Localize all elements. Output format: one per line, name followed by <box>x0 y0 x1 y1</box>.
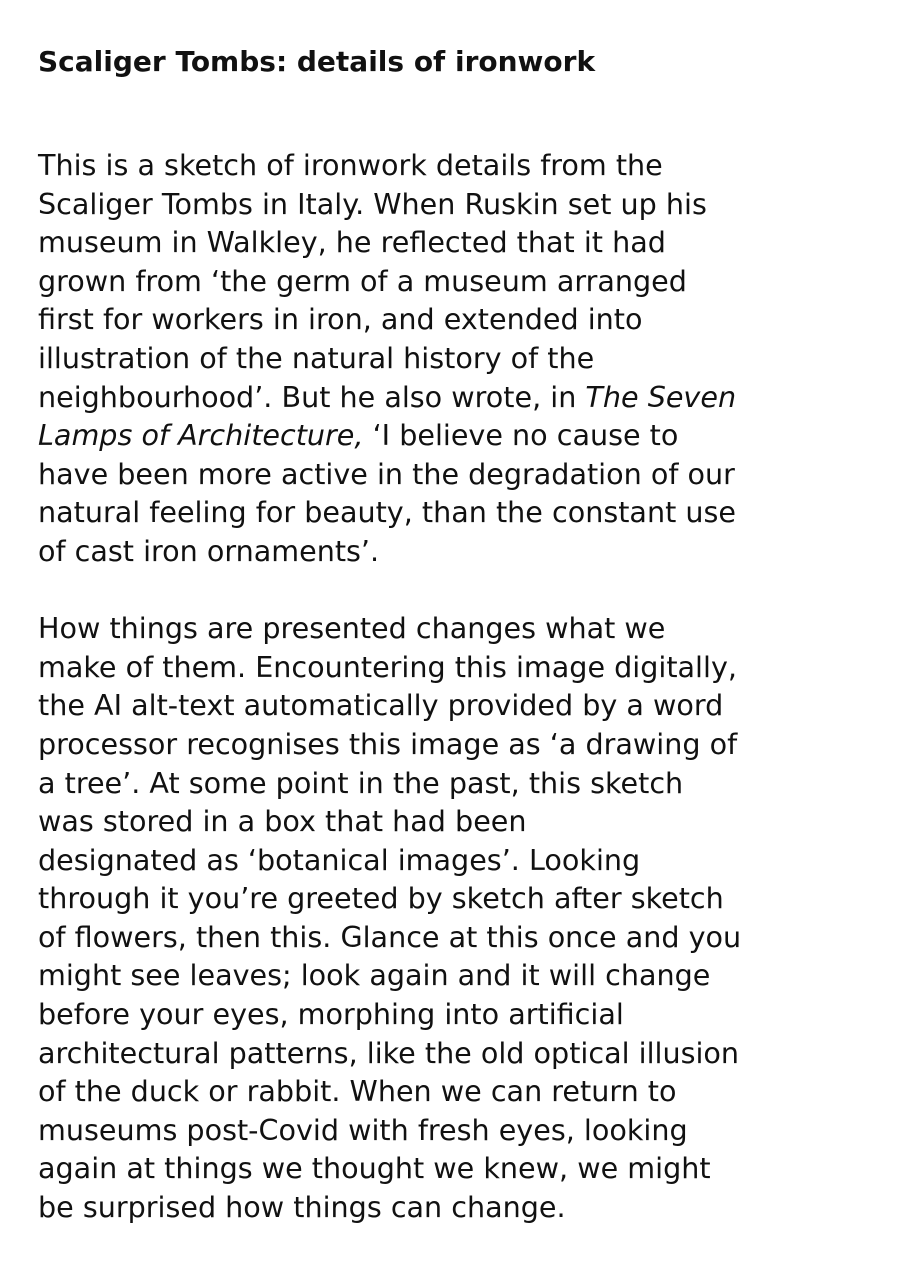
paragraph-presentation <box>38 609 838 1227</box>
text-line: be surprised how things can change. <box>38 1190 566 1225</box>
book-title-italic: Lamps of Architecture, <box>38 418 364 453</box>
text-line: through it you’re greeted by sketch after sketch <box>38 881 724 916</box>
document-page <box>38 42 838 1227</box>
text-line: first for workers in iron, and extended into <box>38 302 643 337</box>
text-segment: neighbourhood’. But he also wrote, in <box>38 379 586 414</box>
paragraph-ruskin-ironwork <box>38 146 838 571</box>
text-line: museum in Walkley, he reflected that it had <box>38 225 666 260</box>
document-title: Scaliger Tombs: details of ironwork <box>38 45 596 78</box>
text-line: processor recognises this image as ‘a drawing of <box>38 726 738 761</box>
text-line: illustration of the natural history of the <box>38 340 595 375</box>
text-line: How things are presented changes what we <box>38 611 666 646</box>
text-segment: ‘I believe no cause to <box>363 418 679 453</box>
text-line: before your eyes, morphing into artificial <box>38 997 624 1032</box>
text-line: have been more active in the degradation of our <box>38 456 735 491</box>
text-line <box>38 378 838 417</box>
text-line: was stored in a box that had been <box>38 804 527 839</box>
text-line: natural feeling for beauty, than the constant use <box>38 495 736 530</box>
text-line: of flowers, then this. Glance at this once and you <box>38 919 742 954</box>
text-line: make of them. Encountering this image digitally, <box>38 649 737 684</box>
text-line: architectural patterns, like the old optical illusion <box>38 1035 740 1070</box>
book-title-italic: The Seven <box>585 379 737 414</box>
text-line: of cast iron ornaments’. <box>38 533 380 568</box>
text-line: the AI alt-text automatically provided by a word <box>38 688 724 723</box>
text-line: grown from ‘the germ of a museum arranged <box>38 263 687 298</box>
text-line: a tree’. At some point in the past, this sketch <box>38 765 684 800</box>
text-line: designated as ‘botanical images’. Looking <box>38 842 641 877</box>
text-line: This is a sketch of ironwork details from the <box>38 148 663 182</box>
text-line: Scaliger Tombs in Italy. When Ruskin set up his <box>38 186 707 221</box>
text-line <box>38 416 838 455</box>
text-line: of the duck or rabbit. When we can return to <box>38 1074 677 1109</box>
text-line: museums post-Covid with fresh eyes, looking <box>38 1112 688 1147</box>
text-line: might see leaves; look again and it will change <box>38 958 711 993</box>
text-line: again at things we thought we knew, we might <box>38 1151 711 1186</box>
